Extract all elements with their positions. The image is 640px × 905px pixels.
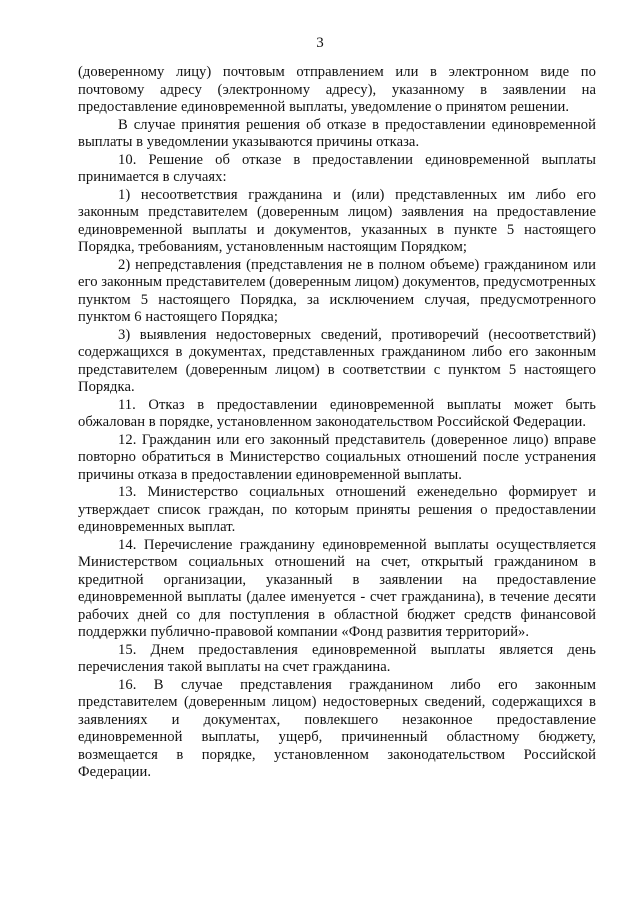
paragraph-item-10-2: 2) непредставления (представления не в полном объеме) гражданином или его законным представителем (доверенным лицом) документов, предусмотренных пунктом 5 настоящего Порядка, за исключением случая, предусмотренного пунктом 6 настоящего Порядка; bbox=[78, 256, 596, 325]
document-body bbox=[78, 64, 596, 782]
paragraph-item-10-3: 3) выявления недостоверных сведений, противоречий (несоответствий) содержащихся в документах, представленных гражданином либо его законным представителем (доверенным лицом) в соответствии с пунктом 5 настоящего Порядка. bbox=[78, 326, 596, 395]
paragraph-item-12: 12. Гражданин или его законный представитель (доверенное лицо) вправе повторно обратиться в Министерство социальных отношений после устранения причины отказа в предоставлении единовременной выплаты. bbox=[78, 431, 596, 483]
paragraph-item-11: 11. Отказ в предоставлении единовременной выплаты может быть обжалован в порядке, установленном законодательством Российской Федерации. bbox=[78, 396, 596, 430]
paragraph-item-14: 14. Перечисление гражданину единовременной выплаты осуществляется Министерством социальных отношений на счет, открытый гражданином в кредитной организации, указанный в заявлении на предоставление единовременной выплаты (далее именуется - счет гражданина), в течение десяти рабочих дней со для поступления в областной бюджет средств финансовой поддержки публично-правовой компании «Фонд развития территорий». bbox=[78, 536, 596, 640]
paragraph-item-10: 10. Решение об отказе в предоставлении единовременной выплаты принимается в случаях: bbox=[78, 151, 596, 185]
paragraph-continuation: (доверенному лицу) почтовым отправлением или в электронном виде по почтовому адресу (электронному адресу), указанному в заявлении на предоставление единовременной выплаты, уведомление о принятом решении. bbox=[78, 64, 596, 115]
paragraph-item-15: 15. Днем предоставления единовременной выплаты является день перечисления такой выплаты на счет гражданина. bbox=[78, 641, 596, 675]
paragraph-item-13: 13. Министерство социальных отношений еженедельно формирует и утверждает список граждан, по которым приняты решения о предоставлении единовременных выплат. bbox=[78, 484, 596, 535]
paragraph-refusal-notice: В случае принятия решения об отказе в предоставлении единовременной выплаты в уведомлении указываются причины отказа. bbox=[78, 116, 596, 150]
page-number: 3 bbox=[316, 35, 324, 51]
paragraph-item-10-1: 1) несоответствия гражданина и (или) представленных им либо его законным представителем (доверенным лицом) заявления на предоставление единовременной выплаты и документов, указанных в пункте 5 настоящего Порядка, требованиям, установленным настоящим Порядком; bbox=[78, 186, 596, 255]
paragraph-item-16: 16. В случае представления гражданином либо его законным представителем (доверенным лицом) недостоверных сведений, содержащихся в заявлениях и документах, повлекшего незаконное предоставление единовременной выплаты, ущерб, причиненный областному бюджету, возмещается в порядке, установленном законодательством Российской Федерации. bbox=[78, 676, 596, 780]
